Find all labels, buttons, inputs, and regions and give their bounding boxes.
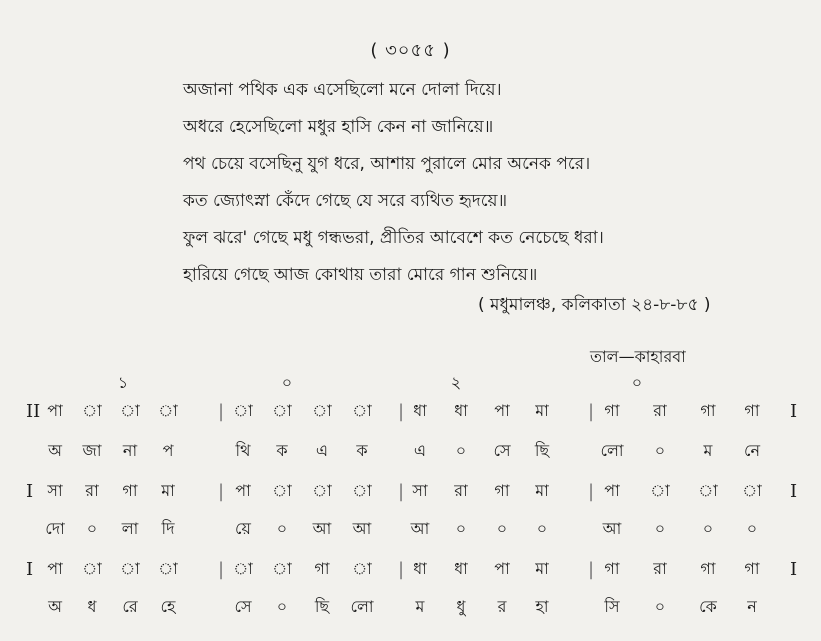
beat-mark: ১	[117, 373, 129, 392]
swar-note: া	[272, 481, 292, 500]
bar-line: |	[398, 481, 405, 502]
lyric-syllable: হে	[160, 597, 176, 616]
lyric-syllable: না	[122, 441, 138, 460]
beat-mark: ০	[631, 373, 643, 392]
swar-note: ধা	[413, 401, 427, 420]
verse-line: অজানা পথিক এক এসেছিলো মনে দোলা দিয়ে।	[183, 80, 502, 100]
lyric-syllable: অ	[48, 441, 62, 460]
lyric-syllable: ছি	[534, 441, 550, 460]
swar-note: া	[352, 481, 372, 500]
swar-note: া	[233, 559, 253, 578]
swar-note: া	[272, 559, 292, 578]
lyric-syllable: কে	[699, 597, 717, 616]
bar-line-start: I	[26, 481, 34, 502]
lyric-syllable: ০	[455, 441, 467, 460]
lyric-syllable: য়ে	[235, 519, 251, 538]
lyric-syllable: ম	[703, 441, 713, 460]
swar-note: রা	[85, 481, 99, 500]
bar-line: |	[218, 401, 225, 422]
swar-note: গা	[314, 559, 330, 578]
source-credit: ( মধুমালঞ্চ, কলিকাতা ২৪-৮-৮৫ )	[478, 295, 711, 315]
lyric-syllable: ০	[702, 519, 714, 538]
swar-note: সা	[412, 481, 428, 500]
lyric-row	[0, 514, 821, 552]
bar-line-end: I	[790, 559, 798, 580]
bar-line-end: I	[790, 401, 798, 422]
lyric-syllable: ০	[86, 519, 98, 538]
swar-note: মা	[535, 481, 549, 500]
swar-note: গা	[604, 401, 620, 420]
swar-note: া	[352, 401, 372, 420]
verse-line: হারিয়ে গেছে আজ কোথায় তারা মোরে গান শুনিয়ে॥	[183, 265, 538, 285]
swar-note: া	[352, 559, 372, 578]
swar-note: গা	[604, 559, 620, 578]
verse-line: পথ চেয়ে বসেছিনু যুগ ধরে, আশায় পুরালে মোর অনেক পরে।	[183, 154, 591, 174]
swar-note: া	[650, 481, 670, 500]
swar-note: পা	[604, 481, 620, 500]
lyric-syllable: এ	[315, 441, 329, 460]
swar-note: গা	[494, 481, 510, 500]
verse-block	[183, 72, 743, 294]
lyric-row	[0, 592, 821, 630]
swar-note: ধা	[454, 401, 468, 420]
swar-note: া	[82, 401, 102, 420]
swar-note: মা	[535, 401, 549, 420]
lyric-syllable: প	[162, 441, 174, 460]
lyric-syllable: সে	[234, 597, 252, 616]
bar-line: |	[588, 559, 595, 580]
lyric-syllable: ০	[654, 519, 666, 538]
swar-note: ধা	[413, 559, 427, 578]
lyric-syllable: থি	[235, 441, 251, 460]
lyric-syllable: অ	[48, 597, 62, 616]
swar-note: া	[272, 401, 292, 420]
lyric-row	[0, 436, 821, 474]
lyric-syllable: আ	[312, 519, 332, 538]
swar-note: মা	[161, 481, 175, 500]
swar-note: গা	[700, 559, 716, 578]
beat-mark: ০	[281, 373, 293, 392]
lyric-syllable: র	[497, 597, 507, 616]
lyric-syllable: ক	[276, 441, 288, 460]
swar-row	[0, 476, 821, 514]
beat-mark: ২	[450, 373, 462, 392]
swar-note: গা	[700, 401, 716, 420]
lyric-syllable: সে	[493, 441, 511, 460]
verse-line: কত জ্যোৎস্না কেঁদে গেছে যে সরে ব্যথিত হৃদয়ে॥	[183, 191, 508, 211]
verse-line: ফুল ঝরে' গেছে মধু গন্ধভরা, প্রীতির আবেশে কত নেচেছে ধরা।	[183, 228, 604, 248]
swar-note: রা	[454, 481, 468, 500]
swar-note: া	[233, 401, 253, 420]
lyric-syllable: সি	[604, 597, 620, 616]
lyric-syllable: ০	[746, 519, 758, 538]
lyric-syllable: আ	[602, 519, 622, 538]
swar-note: পা	[494, 559, 510, 578]
swar-note: া	[312, 481, 332, 500]
swar-note: সা	[47, 481, 63, 500]
swar-note: গা	[744, 559, 760, 578]
lyric-syllable: ০	[455, 519, 467, 538]
swar-note: রা	[653, 559, 667, 578]
lyric-syllable: ম	[415, 597, 425, 616]
lyric-syllable: ০	[496, 519, 508, 538]
lyric-syllable: রে	[122, 597, 138, 616]
lyric-syllable: এ	[413, 441, 427, 460]
swar-note: া	[158, 401, 178, 420]
bar-line: |	[398, 559, 405, 580]
bar-line: |	[218, 559, 225, 580]
song-number: ( ৩০৫৫ )	[370, 40, 451, 61]
bar-line-start: I	[26, 559, 34, 580]
lyric-syllable: ০	[276, 597, 288, 616]
bar-line: |	[398, 401, 405, 422]
lyric-syllable: ছি	[314, 597, 330, 616]
lyric-syllable: আ	[352, 519, 372, 538]
lyric-syllable: ধ	[87, 597, 97, 616]
swar-row	[0, 554, 821, 592]
lyric-syllable: ০	[654, 441, 666, 460]
verse-line: অধরে হেসেছিলো মধুর হাসি কেন না জানিয়ে॥	[183, 117, 494, 137]
bar-line: |	[588, 481, 595, 502]
lyric-syllable: লো	[600, 441, 624, 460]
swar-row	[0, 396, 821, 434]
lyric-syllable: জা	[82, 441, 102, 460]
lyric-syllable: আ	[410, 519, 430, 538]
swar-note: া	[82, 559, 102, 578]
lyric-syllable: ০	[536, 519, 548, 538]
swar-note: া	[158, 559, 178, 578]
lyric-syllable: ন	[747, 597, 757, 616]
bar-line-start: II	[26, 401, 41, 422]
swar-note: া	[312, 401, 332, 420]
taal-label: তাল—কাহারবা	[590, 347, 686, 366]
lyric-syllable: ক	[356, 441, 368, 460]
swar-note: মা	[535, 559, 549, 578]
lyric-syllable: ০	[654, 597, 666, 616]
lyric-syllable: ধু	[456, 597, 466, 616]
lyric-syllable: লো	[350, 597, 374, 616]
swar-note: া	[698, 481, 718, 500]
swar-note: পা	[47, 401, 63, 420]
lyric-syllable: দো	[45, 519, 65, 538]
swar-note: া	[120, 401, 140, 420]
swar-note: পা	[494, 401, 510, 420]
bar-line: |	[588, 401, 595, 422]
lyric-syllable: দি	[161, 519, 175, 538]
swar-note: গা	[122, 481, 138, 500]
lyric-syllable: নে	[743, 441, 761, 460]
swar-note: া	[742, 481, 762, 500]
swar-note: গা	[744, 401, 760, 420]
bar-line: |	[218, 481, 225, 502]
swar-note: া	[120, 559, 140, 578]
lyric-syllable: ০	[276, 519, 288, 538]
lyric-syllable: লা	[121, 519, 139, 538]
swar-note: রা	[653, 401, 667, 420]
bar-line-end: I	[790, 481, 798, 502]
lyric-syllable: হা	[535, 597, 549, 616]
swar-note: পা	[47, 559, 63, 578]
swar-note: ধা	[454, 559, 468, 578]
swar-note: পা	[235, 481, 251, 500]
